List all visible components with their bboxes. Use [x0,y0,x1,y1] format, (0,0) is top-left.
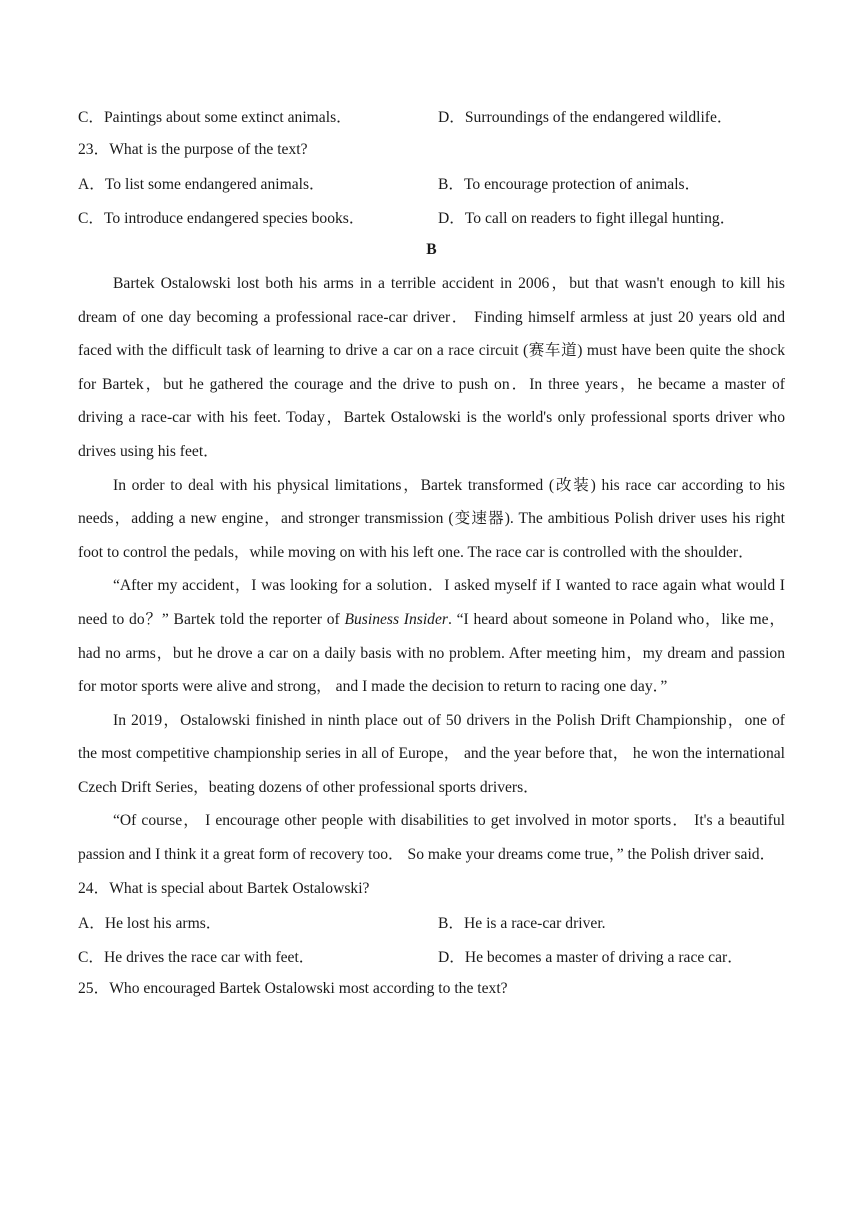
paragraph-3-end: . “I heard about someone in Poland who，like me，had no arms，but he drove a car on a daily basis with no problem. After meeting him，my dream and passion for motor sports were alive and strong， and I made the decision to return to racing one day．” [78,610,786,696]
q23-options-cd [78,200,785,234]
passage-paragraph-2: In order to deal with his physical limitations，Bartek transformed (改装) his race car according to his needs，adding a new engine，and stronger transmission (变速器). The ambitious Polish driver uses his right foot to control the pedals，while moving on with his left one. The race car is controlled with the shoulder． [78,476,785,561]
q23-option-a: A．To list some endangered animals． [78,175,325,193]
q24-option-a: A．He lost his arms． [78,915,222,933]
q23-options-ab [78,166,785,200]
section-b-title: B [426,241,437,259]
publication-name: Business Insider [344,610,448,628]
q24-options-ab [78,905,785,939]
q24-option-c: C．He drives the race car with feet． [78,948,315,966]
paragraph-3-start: “After my accident，I was looking for a solution．I asked myself if I wanted to race again what would I need to do？” Bartek told the reporter of [78,577,785,628]
q22-option-d: D．Surroundings of the endangered wildlife． [438,108,733,126]
q22-options-cd [78,99,785,133]
document-page [78,99,785,1006]
q24-question: 24．What is special about Bartek Ostalowski? [78,879,370,897]
passage-paragraph-1: Bartek Ostalowski lost both his arms in a terrible accident in 2006，but that wasn't enough to kill his dream of one day becoming a professional race-car driver． Finding himself armless at just 20 years old and faced with the difficult task of learning to drive a car on a race circuit (赛车道) must have been quite the shock for Bartek，but he gathered the courage and the drive to push on．In three years，he became a master of driving a race-car with his feet. Today，Bartek Ostalowski is the world's only professional sports driver who drives using his feet． [78,274,785,460]
q24-options-cd [78,939,785,973]
passage-paragraph-3 [78,569,785,703]
q22-option-c: C．Paintings about some extinct animals． [78,108,352,126]
q24-option-d: D．He becomes a master of driving a race car． [438,948,743,966]
q25-question: 25．Who encouraged Bartek Ostalowski most according to the text? [78,980,508,998]
q24-option-b: B．He is a race-car driver. [438,915,606,933]
passage-paragraph-5: “Of course， I encourage other people with disabilities to get involved in motor sports． It's a beautiful passion and I think it a great form of recovery too． So make your dreams come true，” the Polish driver said． [78,812,785,864]
passage-paragraph-4: In 2019，Ostalowski finished in ninth place out of 50 drivers in the Polish Drift Championship，one of the most competitive championship series in all of Europe， and the year before that， he won the international Czech Drift Series，beating dozens of other professional sports drivers． [78,711,785,796]
q23-option-c: C．To introduce endangered species books． [78,209,365,227]
q23-option-d: D．To call on readers to fight illegal hunting． [438,209,736,227]
q23-question: 23．What is the purpose of the text? [78,140,308,158]
q23-option-b: B．To encourage protection of animals． [438,175,701,193]
